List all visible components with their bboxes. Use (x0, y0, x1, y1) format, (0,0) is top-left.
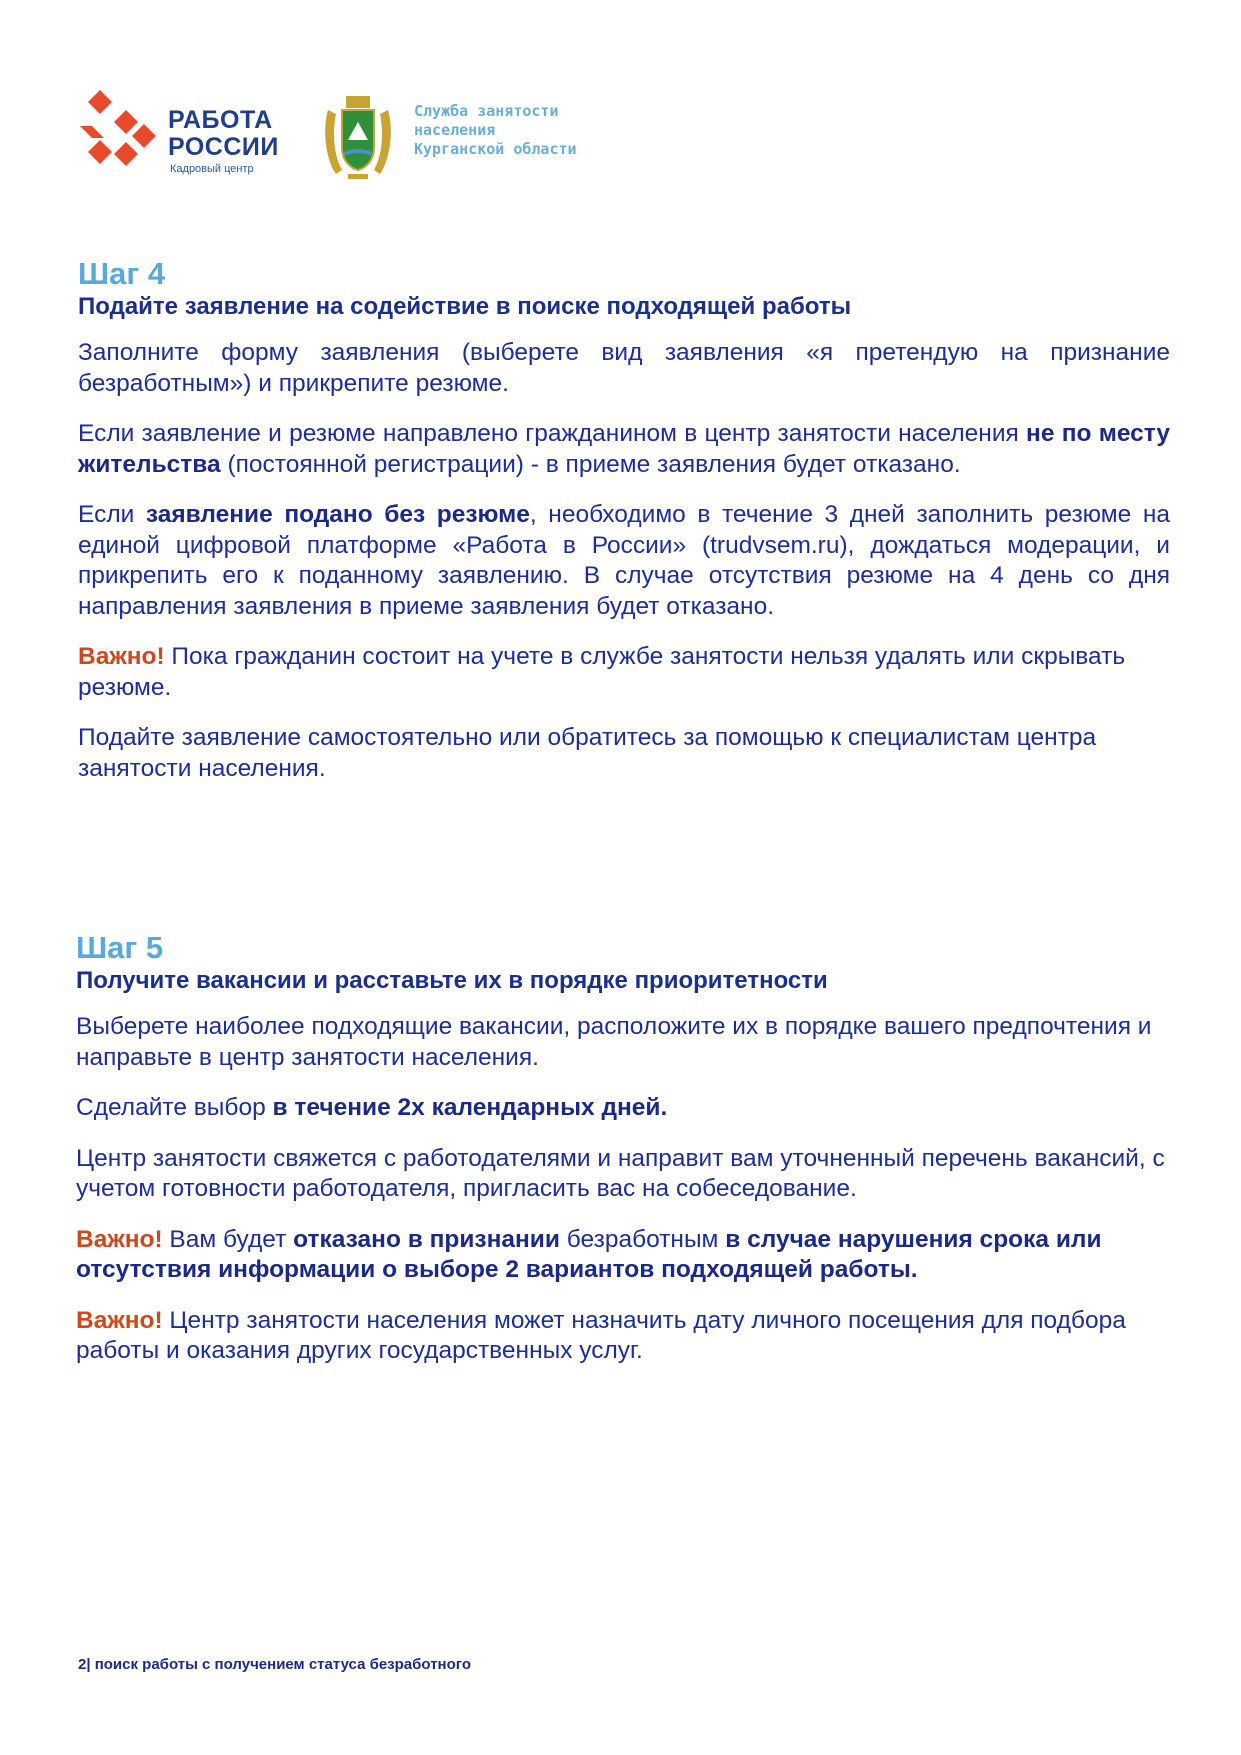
step-4-subtitle: Подайте заявление на содействие в поиске подходящей работы (78, 293, 852, 320)
step-5-subtitle: Получите вакансии и расставьте их в порядке приоритетности (76, 967, 828, 994)
step-4-paragraph-5: Подайте заявление самостоятельно или обратитесь за помощью к специалистам центра занятости населения. (78, 724, 1097, 782)
service-line-1: Служба занятости (414, 102, 559, 120)
text-span: Если (78, 501, 146, 528)
service-line-3: Курганской области (414, 140, 577, 158)
important-label: Важно! (78, 643, 165, 670)
page-header (62, 62, 622, 202)
brand-line-1: РАБОТА (168, 106, 273, 134)
step-5-title: Шаг 5 (76, 930, 164, 965)
text-span: Центр занятости населения может назначить дату личного посещения для подбора работы и оказания других государственных услуг. (76, 1306, 1126, 1364)
step-4-important-note (78, 642, 1170, 703)
text-span: Вам будет (162, 1225, 294, 1253)
step-4-paragraph-3 (78, 500, 1170, 622)
step-5-important-note-2 (76, 1306, 1176, 1367)
brand-subtitle: Кадровый центр (170, 163, 254, 175)
emphasis-text: отказано в признании (293, 1225, 560, 1253)
step-4-section (78, 256, 1170, 804)
brand-name (168, 107, 279, 161)
emphasis-text: в течение 2х календарных дней. (272, 1094, 668, 1121)
step-5-section (76, 930, 1176, 1387)
emphasis-text: не по месту жительства (78, 420, 1171, 478)
text-span: безработным (559, 1225, 726, 1253)
service-line-2: населения (414, 121, 496, 139)
step-4-paragraph-1: Заполните форму заявления (выберете вид заявления «я претендую на признание безработным») и прикрепите резюме. (78, 339, 1170, 397)
text-span: Сделайте выбор (76, 1094, 273, 1121)
step-5-paragraph-3: Центр занятости свяжется с работодателями и направит вам уточненный перечень вакансий, с учетом готовности работодателя, пригласить вас на собеседование. (76, 1144, 1165, 1202)
page-footer: 2| поиск работы с получением статуса безработного (78, 1656, 471, 1673)
text-span: Если заявление и резюме направлено гражданином в центр занятости населения (78, 420, 1027, 447)
step-5-paragraph-2 (76, 1093, 1176, 1124)
text-span: (постоянной регистрации) - в приеме заявления будет отказано. (220, 450, 961, 478)
emphasis-text: заявление подано без резюме (145, 501, 530, 528)
step-4-paragraph-2 (78, 419, 1170, 480)
text-span: , необходимо в течение 3 дней заполнить резюме на единой цифровой платформе «Работа в России» (trudvsem.ru), дождаться модерации, и прикрепить его к поданному заявлению. В случае отсутствия резюме на 4 день со дня направления заявления в приеме заявления будет отказано. (78, 501, 1170, 620)
step-5-important-note-1 (76, 1225, 1176, 1286)
step-4-title: Шаг 4 (78, 256, 166, 291)
important-label: Важно! (76, 1225, 163, 1253)
service-name (414, 102, 577, 159)
kurgan-coat-of-arms-icon (322, 90, 394, 182)
emphasis-text: в случае нарушения срока или отсутствия информации о выборе 2 вариантов подходящей работы. (76, 1225, 1102, 1283)
important-label: Важно! (76, 1306, 163, 1334)
rabota-rossii-logo-icon (78, 88, 158, 178)
text-span: Пока гражданин состоит на учете в службе занятости нельзя удалять или скрывать резюме. (78, 643, 1126, 701)
step-5-paragraph-1: Выберете наиболее подходящие вакансии, расположите их в порядке вашего предпочтения и направьте в центр занятости населения. (76, 1013, 1152, 1071)
brand-line-2: РОССИИ (168, 133, 279, 161)
